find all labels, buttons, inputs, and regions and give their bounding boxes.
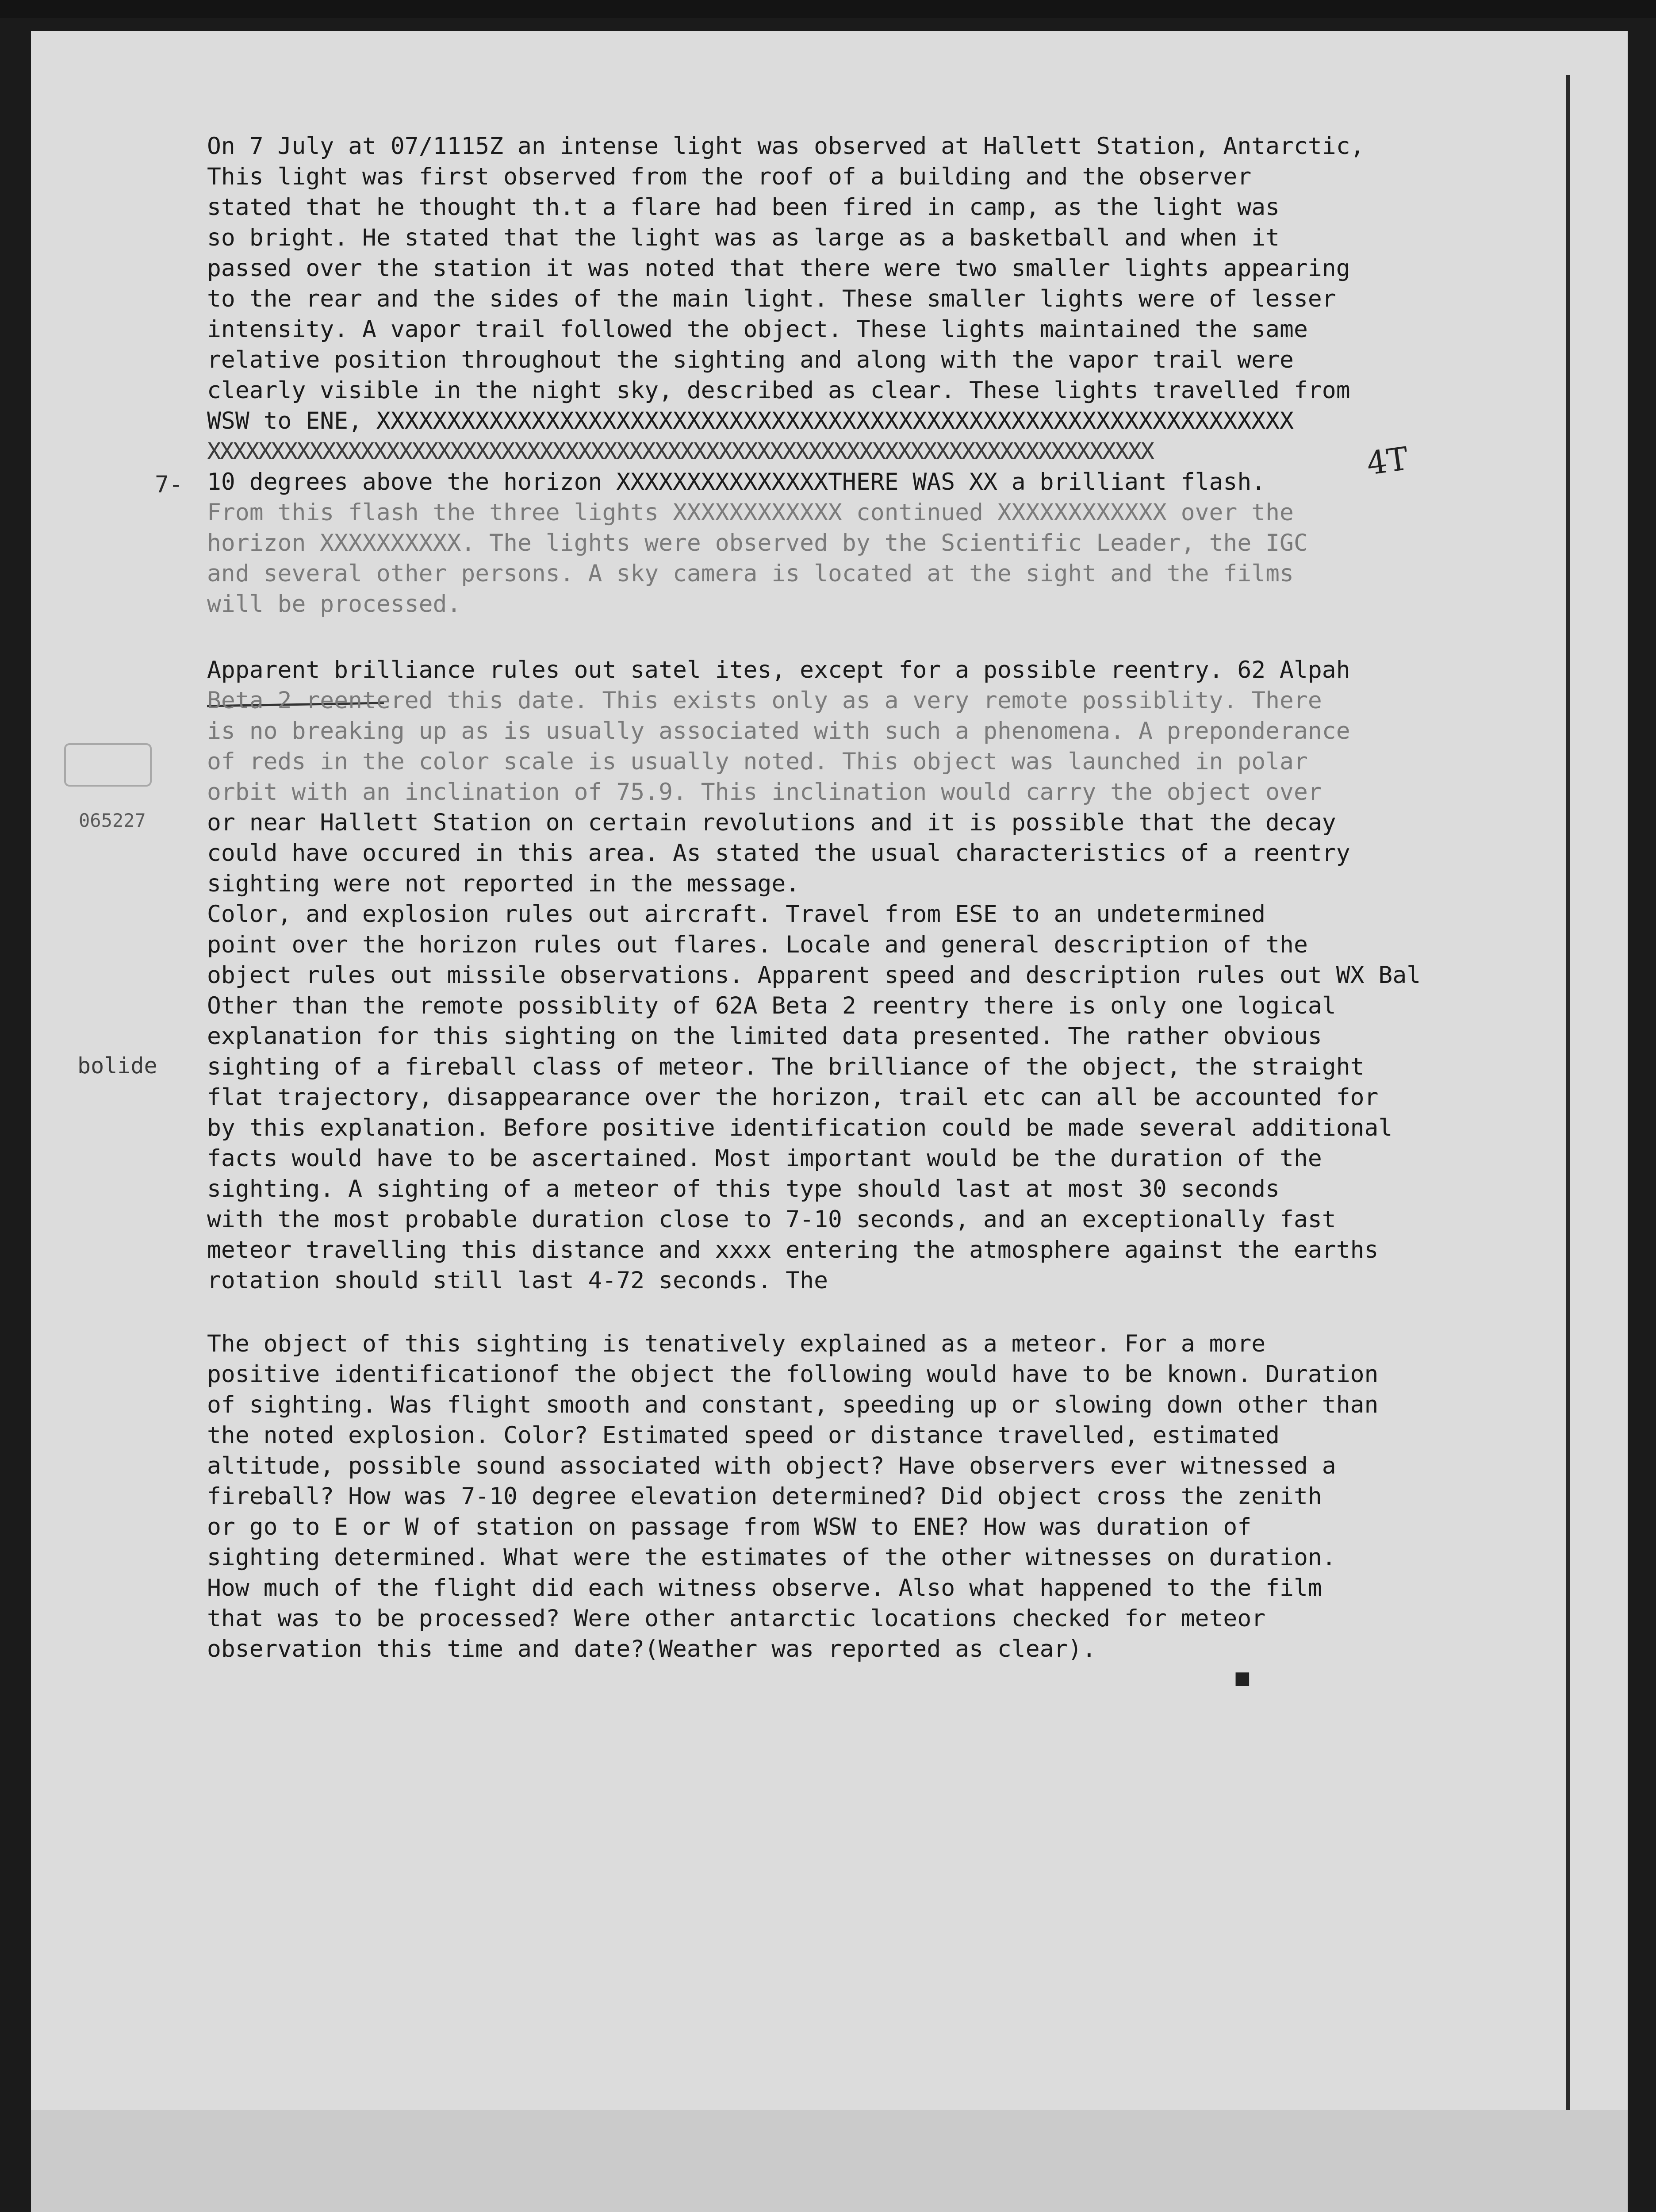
line-faded: will be processed.: [207, 591, 461, 618]
line: Apparent brilliance rules out satel ites, except for a possible reentry. 62 Alpah: [207, 657, 1350, 684]
line: On 7 July at 07/1115Z an intense light was observed at Hallett Station, Antarctic,: [207, 133, 1365, 160]
line: or near Hallett Station on certain revolutions and it is possible that the decay: [207, 809, 1336, 836]
line-faded: horizon XXXXXXXXXX. The lights were observed by the Scientific Leader, the IGC: [207, 530, 1308, 557]
margin-note-bolide: bolide: [77, 1053, 157, 1079]
line-faded: orbit with an inclination of 75.9. This inclination would carry the object over: [207, 779, 1322, 806]
line: meteor travelling this distance and xxxx entering the atmosphere against the earths: [207, 1237, 1379, 1263]
line-faded: and several other persons. A sky camera is located at the sight and the films: [207, 560, 1294, 587]
line: 10 degrees above the horizon XXXXXXXXXXXXXXXTHERE WAS XX a brilliant flash.: [207, 469, 1266, 495]
line: sighting determined. What were the estimates of the other witnesses on duration.: [207, 1544, 1336, 1571]
line: Other than the remote possiblity of 62A Beta 2 reentry there is only one logical: [207, 992, 1336, 1019]
line: intensity. A vapor trail followed the object. These lights maintained the same: [207, 316, 1308, 343]
line: positive identificationof the object the following would have to be known. Duration: [207, 1361, 1379, 1388]
line: so bright. He stated that the light was as large as a basketball and when it: [207, 224, 1280, 251]
line: fireball? How was 7-10 degree elevation determined? Did object cross the zenith: [207, 1483, 1322, 1510]
line-struck: XXXXXXXXXXXXXXXXXXXXXXXXXXXXXXXXXXXXXXXXXXXXXXXXXXXXXXXXXXXXXXXXXXXXXXXXXX: [207, 438, 1154, 465]
line: facts would have to be ascertained. Most important would be the duration of the: [207, 1145, 1322, 1172]
right-margin-rule: [1566, 75, 1570, 2110]
line: explanation for this sighting on the limited data presented. The rather obvious: [207, 1023, 1322, 1050]
line: passed over the station it was noted that there were two smaller lights appearing: [207, 255, 1350, 282]
line: the noted explosion. Color? Estimated speed or distance travelled, estimated: [207, 1422, 1280, 1449]
line: to the rear and the sides of the main light. These smaller lights were of lesser: [207, 285, 1336, 312]
line-faded: is no breaking up as is usually associated with such a phenomena. A preponderance: [207, 718, 1350, 745]
line: object rules out missile observations. Apparent speed and description rules out WX Bal: [207, 962, 1421, 989]
line: by this explanation. Before positive identification could be made several additional: [207, 1114, 1393, 1141]
paragraph-analysis: [207, 655, 1421, 1296]
line: clearly visible in the night sky, described as clear. These lights travelled from: [207, 377, 1350, 404]
margin-note-ref-code: 065227: [79, 810, 146, 831]
line: Color, and explosion rules out aircraft. Travel from ESE to an undetermined: [207, 901, 1266, 928]
line: sighting were not reported in the message.: [207, 870, 800, 897]
line: sighting. A sighting of a meteor of this type should last at most 30 seconds: [207, 1175, 1280, 1202]
line-faded: From this flash the three lights XXXXXXXXXXXX continued XXXXXXXXXXXX over the: [207, 499, 1294, 526]
line: point over the horizon rules out flares. Locale and general description of the: [207, 931, 1308, 958]
line-faded: of reds in the color scale is usually noted. This object was launched in polar: [207, 748, 1308, 775]
line: altitude, possible sound associated with object? Have observers ever witnessed a: [207, 1452, 1336, 1479]
end-arrow-icon: ■: [1234, 1668, 1251, 1688]
margin-note-seven: 7-: [155, 471, 183, 498]
line: sighting of a fireball class of meteor. The brilliance of the object, the straight: [207, 1053, 1365, 1080]
scan-top-border: [0, 0, 1656, 18]
page-lower-shade: [31, 2110, 1628, 2212]
line: flat trajectory, disappearance over the horizon, trail etc can all be accounted for: [207, 1084, 1379, 1111]
line: of sighting. Was flight smooth and constant, speeding up or slowing down other than: [207, 1391, 1379, 1418]
line: This light was first observed from the roof of a building and the observer: [207, 163, 1252, 190]
line: rotation should still last 4-72 seconds. The: [207, 1267, 828, 1294]
line: with the most probable duration close to 7-10 seconds, and an exceptionally fast: [207, 1206, 1336, 1233]
line: could have occured in this area. As stated the usual characteristics of a reentry: [207, 840, 1350, 867]
line: The object of this sighting is tenatively explained as a meteor. For a more: [207, 1330, 1266, 1357]
line: stated that he thought th.t a flare had been fired in camp, as the light was: [207, 194, 1280, 221]
handwritten-mark: 4T: [1364, 439, 1411, 483]
paragraph-sighting-report: [207, 131, 1365, 619]
line: relative position throughout the sighting and along with the vapor trail were: [207, 346, 1294, 373]
line: or go to E or W of station on passage from WSW to ENE? How was duration of: [207, 1513, 1252, 1540]
line: observation this time and date?(Weather was reported as clear).: [207, 1636, 1096, 1663]
faint-stamp: [64, 743, 152, 787]
paragraph-conclusion: [207, 1329, 1378, 1664]
line-faded: Beta 2 reentered this date. This exists only as a very remote possiblity. There: [207, 687, 1322, 714]
line: How much of the flight did each witness observe. Also what happened to the film: [207, 1575, 1322, 1601]
line: that was to be processed? Were other antarctic locations checked for meteor: [207, 1605, 1266, 1632]
line: WSW to ENE, XXXXXXXXXXXXXXXXXXXXXXXXXXXXXXXXXXXXXXXXXXXXXXXXXXXXXXXXXXXXXXXXX: [207, 407, 1294, 434]
